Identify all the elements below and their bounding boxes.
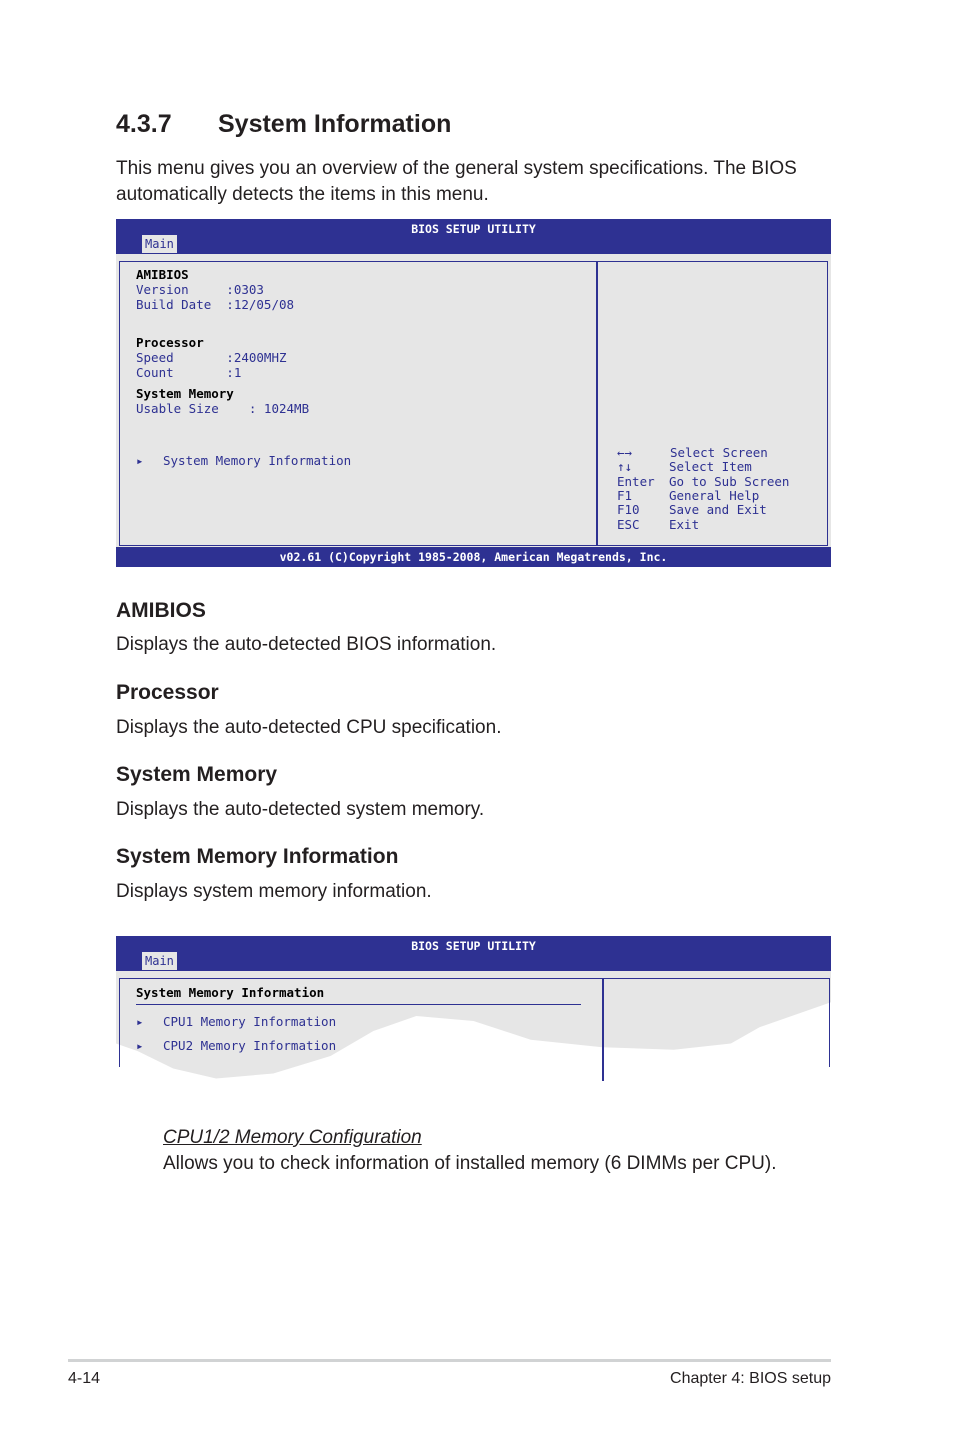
- header-underline: [136, 1004, 581, 1005]
- heading-system-memory: System Memory: [116, 763, 278, 786]
- help-key: F10: [617, 502, 640, 517]
- submenu-label: CPU2 Memory Information: [163, 1038, 337, 1053]
- help-key: ↑↓: [617, 459, 633, 474]
- help-key: ESC: [617, 517, 640, 532]
- submenu-header: System Memory Information: [136, 985, 325, 1000]
- bios-title-bar: [116, 936, 831, 971]
- chapter-label: Chapter 4: BIOS setup: [670, 1370, 831, 1387]
- processor-count: Count :1: [136, 365, 242, 380]
- page-number: 4-14: [68, 1370, 101, 1387]
- submenu-label: CPU1 Memory Information: [163, 1014, 337, 1029]
- section-number: 4.3.7: [116, 110, 172, 138]
- help-desc: Select Screen: [670, 445, 768, 460]
- bios-title-bar: [116, 219, 831, 254]
- bios-copyright-bar: v02.61 (C)Copyright 1985-2008, American Megatrends, Inc.: [116, 547, 831, 567]
- desc-system-memory-information: Displays system memory information.: [116, 881, 432, 902]
- bios-content-frame: [119, 261, 828, 546]
- bios-build-date: Build Date :12/05/08: [136, 297, 295, 312]
- help-desc: Save and Exit: [669, 502, 767, 517]
- bios-version: Version :0303: [136, 282, 264, 297]
- bios-screen-system-information: [116, 219, 831, 567]
- panel-divider: [596, 262, 598, 545]
- heading-system-memory-information: System Memory Information: [116, 845, 399, 868]
- tab-main[interactable]: Main: [142, 952, 177, 970]
- help-key: ←→: [617, 445, 633, 460]
- submenu-arrow-icon: ▸: [136, 453, 144, 468]
- bios-screen-system-memory-information: [116, 936, 831, 1096]
- processor-speed: Speed :2400MHZ: [136, 350, 287, 365]
- help-key: F1: [617, 488, 633, 503]
- section-title-text: System Information: [218, 110, 452, 138]
- tab-main[interactable]: Main: [142, 235, 177, 253]
- help-desc: Go to Sub Screen: [669, 474, 790, 489]
- help-desc: Exit: [669, 517, 700, 532]
- amibios-label: AMIBIOS: [136, 267, 189, 282]
- bios-title: BIOS SETUP UTILITY: [411, 939, 536, 953]
- heading-processor: Processor: [116, 681, 219, 704]
- help-key: Enter: [617, 474, 655, 489]
- help-desc: Select Item: [669, 459, 752, 474]
- submenu-label: System Memory Information: [163, 453, 352, 468]
- bios-title: BIOS SETUP UTILITY: [411, 222, 536, 236]
- section-title: [116, 110, 451, 139]
- heading-amibios: AMIBIOS: [116, 599, 206, 622]
- help-desc: General Help: [669, 488, 760, 503]
- processor-label: Processor: [136, 335, 204, 350]
- footer-rule: [68, 1359, 831, 1362]
- desc-system-memory: Displays the auto-detected system memory.: [116, 799, 485, 820]
- intro-paragraph: This menu gives you an overview of the general system specifications. The BIOS automatically detects the items in this menu.: [116, 158, 797, 205]
- usable-size: Usable Size : 1024MB: [136, 401, 310, 416]
- panel-divider: [602, 978, 604, 1081]
- desc-amibios: Displays the auto-detected BIOS information.: [116, 634, 497, 655]
- submenu-arrow-icon: ▸: [136, 1038, 144, 1053]
- system-memory-label: System Memory: [136, 386, 234, 401]
- desc-processor: Displays the auto-detected CPU specification.: [116, 717, 502, 738]
- submenu-arrow-icon: ▸: [136, 1014, 144, 1029]
- note-text: Allows you to check information of installed memory (6 DIMMs per CPU).: [163, 1153, 777, 1174]
- note-title: CPU1/2 Memory Configuration: [163, 1127, 422, 1148]
